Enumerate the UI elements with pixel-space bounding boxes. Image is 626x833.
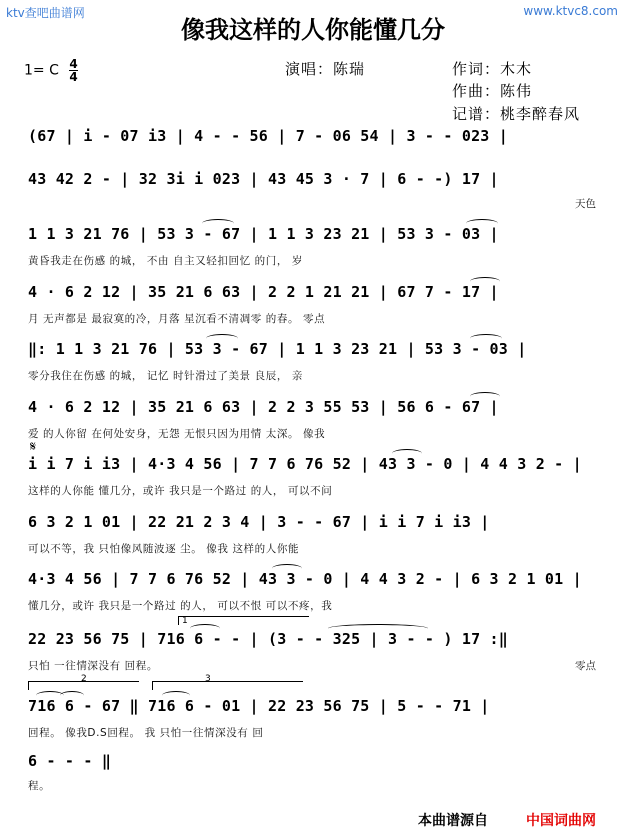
lyric-line: 爱 的人你留 在何处安身，无怨 无恨只因为用情 太深。 像我 [28, 428, 326, 440]
lyric-line: 懂几分，或许 我只是一个路过 的人， 可以不恨 可以不疼，我 [28, 600, 333, 612]
notation-line: 6 3 2 1 01 | 22 21 2 3 4 | 3 - - 67 | i i 7 i i3 | [28, 513, 490, 531]
lyricist-credit: 作词：木木 [452, 60, 533, 78]
source-label: 本曲谱源自 [418, 813, 488, 829]
notation-line: 4·3 4 56 | 7 7 6 76 52 | 43 3 - 0 | 4 4 3 2 - | 6 3 2 1 01 | [28, 570, 582, 588]
lyric-line: 这样的人你能 懂几分，或许 我只是一个路过 的人， 可以不问 [28, 485, 333, 497]
lyric-line: 可以不等，我 只怕像风随波逐 尘。 像我 这样的人你能 [28, 543, 300, 555]
notation-line: 716 6 - 67 ‖ 716 6 - 01 | 22 23 56 75 | 5 - - 71 | [28, 697, 490, 715]
lyric-line: 程。 [28, 780, 51, 792]
lyric-pickup: 零点 [575, 660, 596, 672]
segno-sign: 𝄋 [30, 439, 37, 455]
key-signature [24, 58, 78, 83]
lyric-pickup: 天色 [575, 198, 596, 210]
notation-line: i i 7 i i3 | 4·3 4 56 | 7 7 6 76 52 | 43 3 - 0 | 4 4 3 2 - | [28, 455, 582, 473]
time-signature-top: 4 [69, 57, 78, 71]
singer-credit: 演唱：陈瑞 [285, 60, 366, 78]
notation-line: 1 1 3 21 76 | 53 3 - 67 | 1 1 3 23 21 | 53 3 - 03 | [28, 225, 499, 243]
volta-bracket-2 [28, 674, 139, 690]
lyric-line: 零分我住在伤感 的城， 记忆 时针滑过了美景 良辰， 亲 [28, 370, 303, 382]
composer-credit: 作曲：陈伟 [452, 82, 533, 100]
notation-line: 6 - - - ‖ [28, 752, 112, 770]
lyric-line: 回程。 像我D.S回程。 我 只怕一往情深没有 回 [28, 727, 264, 739]
notation-line: (67 | i - 07 i3 | 4 - - 56 | 7 - 06 54 | 3 - - 023 | [28, 127, 508, 145]
notation-line: 4 · 6 2 12 | 35 21 6 63 | 2 2 1 21 21 | 67 7 - 17 | [28, 283, 499, 301]
notation-line: 4 · 6 2 12 | 35 21 6 63 | 2 2 3 55 53 | 56 6 - 67 | [28, 398, 499, 416]
notation-line: ‖: 1 1 3 21 76 | 53 3 - 67 | 1 1 3 23 21 | 53 3 - 03 | [28, 340, 527, 358]
volta-number: 3 [205, 674, 211, 684]
notation-line: 43 42 2 - | 32 3i i 023 | 43 45 3 · 7 | 6 - -) 17 | [28, 170, 499, 188]
site-name-link[interactable]: 中国词曲网 [526, 813, 596, 829]
lyric-line: 月 无声都是 最寂寞的冷，月落 星沉看不清凋零 的春。 零点 [28, 313, 326, 325]
volta-bracket-3 [152, 674, 303, 690]
notation-line: 22 23 56 75 | 716 6 - - | (3 - - 325 | 3 - - ) 17 :‖ [28, 630, 508, 648]
transcriber-credit: 记谱：桃李醉春风 [452, 105, 581, 123]
volta-number: 1 [182, 616, 188, 626]
lyric-line: 黄昏我走在伤感 的城， 不由 自主又轻扣回忆 的门， 岁 [28, 255, 303, 267]
time-signature [69, 58, 77, 83]
volta-number: 2 [81, 674, 87, 684]
lyric-line: 只怕 一往情深没有 回程。 [28, 660, 158, 672]
key-label: 1= C [24, 62, 59, 79]
watermark-right: www.ktvc8.com [523, 4, 618, 18]
song-title: 像我这样的人你能懂几分 [181, 16, 445, 44]
watermark-left: ktv查吧曲谱网 [6, 6, 85, 20]
time-signature-bottom: 4 [69, 70, 78, 84]
